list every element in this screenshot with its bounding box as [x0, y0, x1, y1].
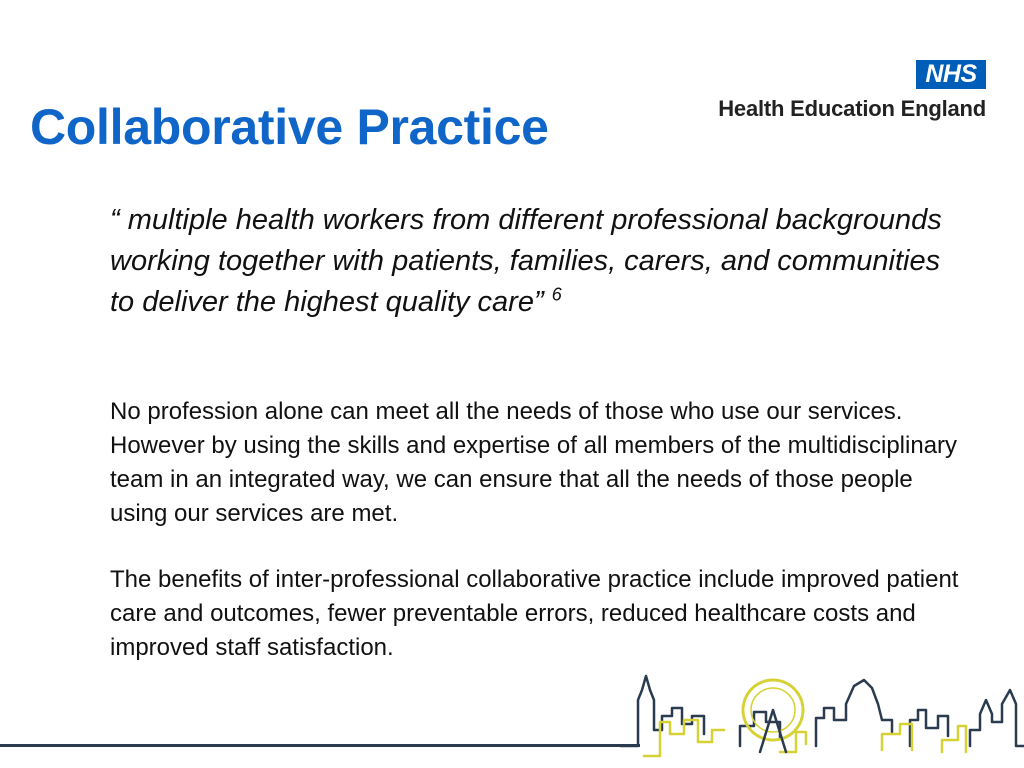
ferris-wheel-legs	[760, 710, 786, 752]
logo-org-name: Health Education England	[718, 96, 986, 121]
slide-title: Collaborative Practice	[30, 99, 549, 155]
nhs-logo-mark: NHS	[916, 60, 986, 89]
skyline-yellow-outline	[644, 720, 966, 756]
footer-divider	[0, 744, 640, 747]
quote-reference: 6	[551, 284, 562, 305]
quote-text: “ multiple health workers from different professional backgrounds working together with patients, families, carers, and communities to deliver the highest quality care”	[110, 204, 942, 318]
hee-logo	[686, 60, 986, 126]
city-skyline-illustration	[620, 660, 1024, 768]
paragraph-needs: No profession alone can meet all the needs of those who use our services. However by using the skills and expertise of all members of the multidisciplinary team in an integrated way, we can ensure that all the needs of those people using our services are met.	[110, 398, 958, 527]
skyline-dark-outline	[620, 676, 1024, 746]
paragraph-benefits: The benefits of inter-professional collaborative practice include improved patient care and outcomes, fewer preventable errors, reduced healthcare costs and improved staff satisfaction.	[110, 566, 959, 661]
definition-quote	[110, 200, 950, 323]
